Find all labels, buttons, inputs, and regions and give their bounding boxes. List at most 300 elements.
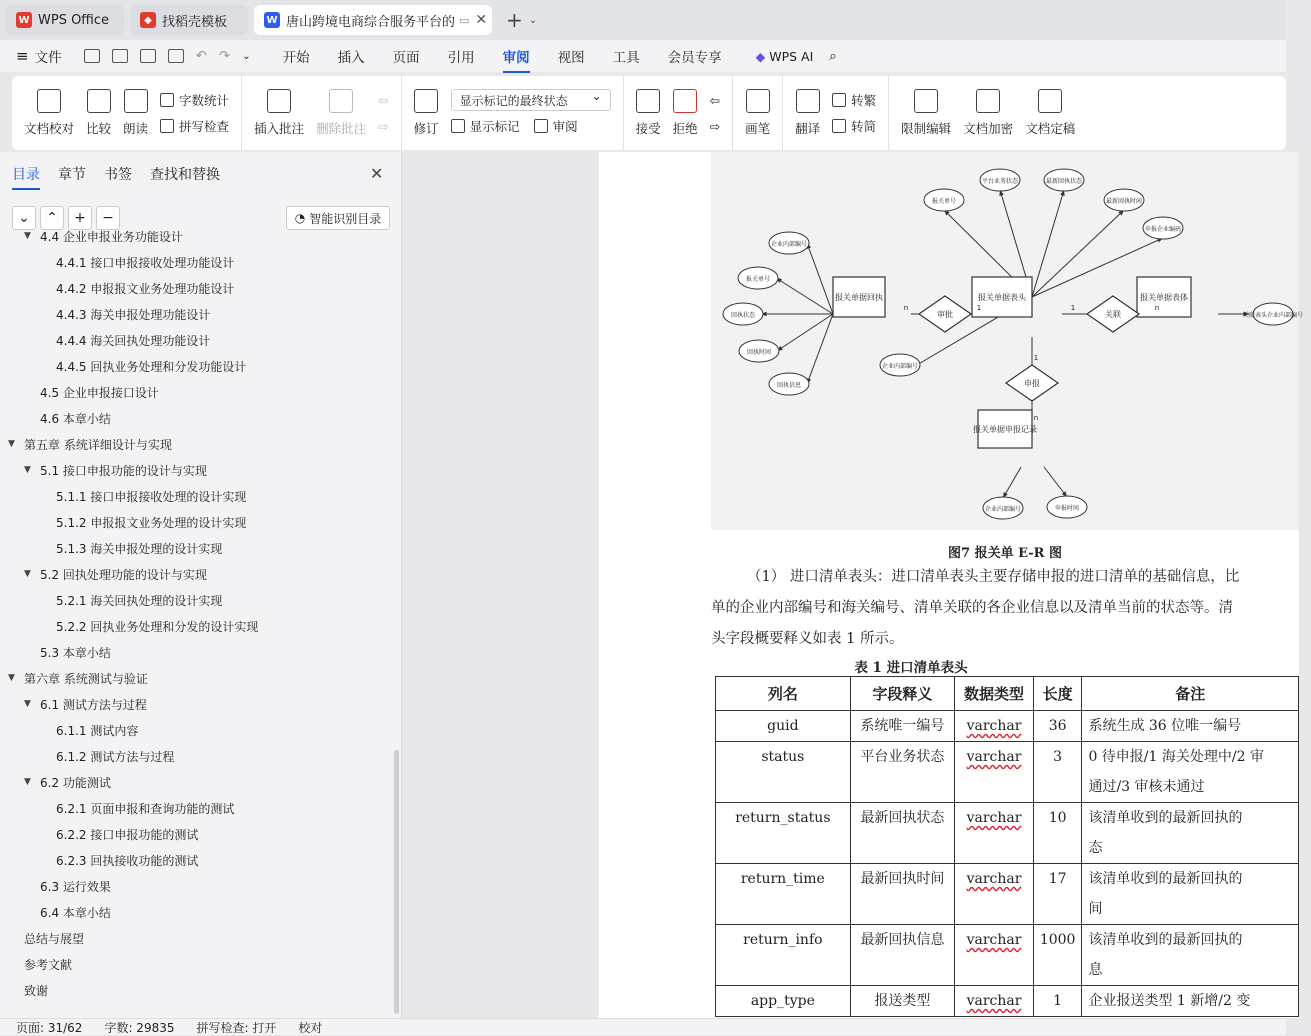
table-cell [850,711,954,742]
translate-button[interactable] [795,89,820,137]
panel-tab-chapters[interactable]: 章节 [58,167,86,183]
redo-icon[interactable]: ↷ [218,48,231,64]
translate-icon [796,89,820,113]
proof-indicator[interactable]: 校对 [298,1020,323,1035]
er-entity-label: 报关单据表体 [1140,293,1188,302]
toc-item[interactable] [8,668,148,688]
col-header: 长度 [1033,677,1082,711]
print-icon[interactable] [140,49,156,63]
toc-item[interactable] [40,824,198,844]
toc-item[interactable] [40,330,210,350]
paragraph-line-2: 单的企业内部编号和海关编号、清单关联的各企业信息以及清单当前的状态等。清 [711,600,1233,616]
read-aloud-icon [124,89,148,113]
toc-item[interactable] [8,434,172,454]
proofing-group [12,76,242,150]
table-cell [716,986,851,1017]
toc-item[interactable] [24,226,183,246]
insert-comment-icon [267,89,291,113]
table-cell [1033,864,1082,925]
prev-comment-icon[interactable]: ⇦ [378,92,389,108]
toc-item-label: 参考文献 [24,957,73,972]
smart-toc-button[interactable] [286,206,390,230]
smart-toc-label: 智能识别目录 [309,211,382,226]
review-pane-button[interactable]: 审阅 [552,119,578,134]
insert-comment-label: 插入批注 [254,121,305,136]
tab-docer-templates[interactable] [130,5,248,35]
menu-tab-reference[interactable]: 引用 [447,50,475,66]
table-cell [850,986,954,1017]
er-attribute-label: 回执信息 [776,382,802,389]
toc-item-label: 5.2.1 海关回执处理的设计实现 [56,593,223,608]
er-cardinality: n [1033,414,1039,422]
toc-item-label: 4.4.4 海关回执处理功能设计 [56,333,211,348]
table-row [716,986,1299,1017]
cell-text: varchar [966,993,1022,1009]
er-cardinality: n [903,304,909,312]
toc-item[interactable] [40,512,246,532]
toc-item-label: 致谢 [24,983,49,998]
save-icon[interactable] [84,49,100,63]
search-icon[interactable]: ⌕ [829,48,837,64]
menu-tab-tools[interactable]: 工具 [612,50,640,66]
menu-tab-member[interactable]: 会员专享 [667,50,722,66]
tab-wps-office[interactable] [6,5,124,35]
toc-item[interactable] [8,954,72,974]
menu-tab-start[interactable]: 开始 [282,50,310,66]
figure-caption: 图7 报关单 E-R 图 [948,546,1062,561]
er-attribute-label: 回执状态 [730,312,756,319]
restrict-edit-button[interactable] [901,89,951,137]
cell-text: app_type [750,993,815,1009]
simplified-icon [832,119,846,133]
toc-item[interactable] [40,486,246,506]
table-cell [850,742,954,803]
er-connector [776,278,833,314]
word-count-indicator[interactable]: 字数: 29835 [104,1020,175,1035]
toc-item[interactable] [8,928,84,948]
toc-item-label: 第六章 系统测试与验证 [24,671,148,686]
toc-item[interactable] [40,720,138,740]
wps-ai-button[interactable] [756,49,814,64]
table-cell [955,986,1034,1017]
cell-line: 态 [1088,840,1103,856]
er-relationship-label: 审批 [937,310,953,319]
cell-text: 3 [1053,749,1063,765]
read-aloud-label: 朗读 [123,121,149,136]
er-entity-label: 报关单据表头 [978,293,1026,302]
wps-ai-label: WPS AI [769,48,814,64]
toc-item[interactable] [40,590,222,610]
cell-line: 该清单收到的最新回执的 [1088,871,1243,887]
collapse-arrow-icon[interactable]: ▼ [24,777,31,787]
chinese-conversion [832,87,876,139]
panel-tabs [12,164,238,184]
chevron-up-icon[interactable]: ⌃ [40,206,64,230]
toc-item-label: 6.2.2 接口申报功能的测试 [56,827,199,842]
cell-line: 息 [1088,962,1103,978]
menu-tab-review[interactable]: 审阅 [503,46,530,66]
col-header: 列名 [716,677,851,711]
spell-check-indicator[interactable]: 拼写检查: 打开 [196,1020,277,1035]
tab-label: 唐山跨境电商综合服务平台的 [286,14,456,30]
er-connector [1032,210,1124,297]
toc-item-label: 6.2 功能测试 [40,775,111,790]
er-connector [807,314,833,384]
spell-check-button[interactable] [160,113,229,139]
track-changes-button[interactable] [414,89,439,137]
toc-item-label: 5.1.3 海关申报处理的设计实现 [56,541,223,556]
spell-check-label: 拼写检查 [179,119,230,134]
document-page [599,152,1304,1018]
toc-item[interactable] [24,382,159,402]
encrypt-icon [976,89,1000,113]
insert-comment-button[interactable] [254,89,304,137]
comment-nav [378,87,388,139]
review-ribbon [12,76,1286,150]
encrypt-button[interactable] [963,89,1013,137]
toc-item-label: 6.1.2 测试方法与过程 [56,749,175,764]
menu-tab-view[interactable]: 视图 [557,50,585,66]
table-cell [716,711,851,742]
word-count-label: 字数统计 [179,93,230,108]
page-indicator[interactable]: 页面: 31/62 [16,1020,83,1035]
close-tab-icon[interactable]: ✕ [475,12,488,28]
ink-button[interactable] [745,89,770,137]
finalize-label: 文档定稿 [1025,121,1076,136]
table-cell [955,925,1034,986]
new-tab-button[interactable]: + [506,8,523,32]
monitor-icon: ▭ [459,13,470,27]
er-attribute-label: 企业内部编号 [984,506,1022,513]
er-relationship-label: 关联 [1105,310,1121,319]
cell-text: 36 [1048,718,1067,734]
toc-item-label: 4.4.5 回执业务处理和分发功能设计 [56,359,247,374]
cell-line: 0 待申报/1 海关处理中/2 审 [1088,749,1264,765]
table-cell [850,864,954,925]
ink-label: 画笔 [745,121,771,136]
hamburger-icon[interactable]: ≡ [16,47,29,65]
collapse-arrow-icon[interactable]: ▼ [24,465,31,475]
toc-scrollbar[interactable] [394,750,399,1014]
table-cell [1082,986,1299,1017]
changes-group [624,76,734,150]
language-group [783,76,889,150]
er-attribute-label: 最新回执状态 [1045,178,1083,185]
panel-tab-find-replace[interactable]: 查找和替换 [150,167,220,183]
cell-line: 系统生成 36 位唯一编号 [1088,718,1242,734]
doc-check-icon [37,89,61,113]
table-caption: 表 1 进口清单表头 [854,660,968,676]
er-attribute-label: 报关单号 [745,276,771,283]
toc-item-label: 5.1 接口申报功能的设计与实现 [40,463,207,478]
panel-tab-toc[interactable]: 目录 [12,164,40,184]
cell-text: varchar [966,810,1022,826]
navigation-panel [0,152,402,1018]
cell-line: 通过/3 审核未通过 [1088,779,1205,795]
markup-controls [451,87,611,139]
import-list-header-table [715,676,1299,1017]
smart-icon: ◔ [294,211,306,225]
cell-line: 该清单收到的最新回执的 [1088,932,1243,948]
col-header: 数据类型 [955,677,1034,711]
er-attribute-label: 企业内部编号 [770,241,808,248]
table-cell [1082,803,1299,864]
accept-button[interactable] [636,89,661,137]
prev-change-icon[interactable]: ⇦ [709,92,721,108]
toc-item[interactable] [24,772,111,792]
er-connector [807,243,833,314]
accept-label: 接受 [635,121,661,136]
toc-item-label: 6.1 测试方法与过程 [40,697,147,712]
writer-doc-icon: W [264,12,280,28]
changes-nav [710,87,720,139]
toc-item[interactable] [8,980,48,1000]
export-icon[interactable] [112,49,128,63]
ink-group [733,76,783,150]
wps-ai-icon: ◆ [755,48,766,64]
toc-item[interactable] [40,746,174,766]
toc-item-label: 6.1.1 测试内容 [56,723,139,738]
cell-text: 最新回执信息 [860,932,945,948]
cell-text: 1000 [1039,932,1076,948]
table-cell [955,742,1034,803]
show-markup-button[interactable]: 显示标记 [469,119,520,134]
to-simplified-label: 转简 [851,119,877,134]
toc-item[interactable] [40,356,246,376]
collapse-arrow-icon[interactable]: ▼ [24,231,31,241]
collapse-arrow-icon[interactable]: ▼ [8,439,15,449]
cell-line: 企业报送类型 1 新增/2 变 [1088,993,1251,1009]
proofing-small-buttons [160,87,229,139]
toc-item[interactable] [24,460,207,480]
collapse-arrow-icon[interactable]: ▼ [8,673,15,683]
translate-label: 翻译 [795,121,821,136]
cell-text: 平台业务状态 [860,749,945,765]
toc-item-label: 5.1.1 接口申报接收处理的设计实现 [56,489,247,504]
er-attribute-label: 企业内部编号 [881,363,919,370]
er-relationship-label: 申报 [1024,379,1040,388]
close-panel-icon[interactable]: ✕ [370,164,384,183]
doc-check-button[interactable] [24,89,74,137]
chevron-down-icon[interactable]: ⌄ [528,14,538,26]
table-cell [716,864,851,925]
table-cell [1082,742,1299,803]
table-cell [716,742,851,803]
cell-text: 1 [1053,993,1063,1009]
cell-text: 报送类型 [874,993,931,1009]
toc-item[interactable] [40,538,222,558]
panel-tab-bookmarks[interactable]: 书签 [104,167,132,183]
toc-item[interactable] [24,564,207,584]
table-cell [716,803,851,864]
table-cell [1082,864,1299,925]
toc-item-label: 4.6 本章小结 [40,411,111,426]
traditional-icon [832,93,846,107]
spell-check-icon [160,119,174,133]
cell-text: 最新回执时间 [860,871,945,887]
compare-icon [87,89,111,113]
to-traditional-button[interactable] [832,87,876,113]
table-cell [1033,986,1082,1017]
protect-group [889,76,1087,150]
toc-item[interactable] [24,876,111,896]
col-header: 字段释义 [850,677,954,711]
delete-comment-label: 删除批注 [316,121,367,136]
cell-text: 10 [1048,810,1067,826]
cell-text: varchar [966,749,1022,765]
word-count-button[interactable] [160,87,229,113]
table-cell [1033,925,1082,986]
paragraph-line-3: 头字段概要释义如表 1 所示。 [711,631,904,647]
lock-icon [914,89,938,113]
er-connector [1032,190,1064,297]
toc-item[interactable] [40,850,198,870]
finalize-icon [1038,89,1062,113]
toc-item-label: 4.5 企业申报接口设计 [40,385,159,400]
toc-item-label: 第五章 系统详细设计与实现 [24,437,172,452]
reject-label: 拒绝 [672,121,698,136]
er-connector [1044,467,1067,497]
table-cell [1033,742,1082,803]
table-row [716,803,1299,864]
next-comment-icon[interactable]: ⇨ [378,118,389,134]
table-header-row [716,677,1299,711]
paragraph-line-1: （1） 进口清单表头：进口清单表头主要存储申报的进口清单的基础信息，比 [747,569,1240,585]
menu-bar [0,40,1286,72]
status-bar [0,1018,1286,1035]
er-attribute-label: 最新回执时间 [1105,198,1143,205]
document-area [403,152,1304,1018]
toc-item-label: 5.3 本章小结 [40,645,111,660]
er-attribute-label: 回执时间 [746,349,772,356]
er-attribute-label: 平台业务状态 [981,178,1019,185]
table-cell [955,711,1034,742]
cell-text: varchar [966,871,1022,887]
toc-item-label: 4.4.2 申报报文业务处理功能设计 [56,281,235,296]
er-cardinality: 1 [1070,304,1076,312]
collapse-arrow-icon[interactable]: ▼ [24,569,31,579]
undo-icon[interactable]: ↶ [195,48,207,64]
review-pane-icon [534,119,548,133]
reject-icon [673,89,697,113]
table-cell [850,803,954,864]
toc-item[interactable] [24,902,111,922]
table-cell [716,925,851,986]
track-changes-label: 修订 [413,121,439,136]
compare-button[interactable] [86,89,111,137]
er-attribute-label: 报关单号 [931,198,957,205]
col-header: 备注 [1082,677,1299,711]
toc-item-label: 5.2.2 回执业务处理和分发的设计实现 [56,619,259,634]
toc-item-label: 6.2.3 回执接收功能的测试 [56,853,199,868]
cell-text: 17 [1048,871,1067,887]
toc-item-label: 5.2 回执处理功能的设计与实现 [40,567,207,582]
comment-group [242,76,402,150]
file-menu[interactable]: 文件 [34,50,62,66]
encrypt-label: 文档加密 [963,121,1014,136]
tab-label: WPS Office [38,12,110,28]
chevron-down-icon[interactable]: ⌄ [12,206,36,230]
table-row [716,742,1299,803]
menu-tab-page[interactable]: 页面 [392,50,420,66]
cell-line: 间 [1088,901,1103,917]
toc-item[interactable] [40,304,210,324]
er-cardinality: 1 [1033,354,1039,362]
toc-item[interactable] [40,252,234,272]
er-attribute-label: 关联表头企业内部编号 [1242,312,1304,319]
next-change-icon[interactable]: ⇨ [709,118,721,134]
doc-check-label: 文档校对 [24,121,75,136]
table-row [716,711,1299,742]
tab-current-document[interactable] [254,5,492,35]
cell-text: varchar [966,718,1022,734]
cell-line: 该清单收到的最新回执的 [1088,810,1243,826]
cell-text: return_info [743,932,823,948]
table-cell [1033,711,1082,742]
toc-item-label: 6.3 运行效果 [40,879,111,894]
toc-item-label: 4.4.3 海关申报处理功能设计 [56,307,211,322]
window-tab-bar [0,0,1286,40]
delete-comment-icon [329,89,353,113]
menu-tab-insert[interactable]: 插入 [337,50,365,66]
tracking-group [402,76,624,150]
toc-item-label: 4.4 企业申报业务功能设计 [40,229,183,244]
plus-icon[interactable]: + [68,206,92,230]
toc-item-label: 6.4 本章小结 [40,905,111,920]
toc-item[interactable] [40,616,258,636]
finalize-button[interactable] [1025,89,1075,137]
toc-item-label: 总结与展望 [24,931,85,946]
tab-label: 找稻壳模板 [162,14,228,30]
collapse-arrow-icon[interactable]: ▼ [24,699,31,709]
chevron-down-icon[interactable]: ⌄ [242,50,251,62]
toc-item[interactable] [40,798,234,818]
er-diagram [711,152,1304,530]
to-simplified-button[interactable] [832,113,876,139]
cell-text: status [761,749,805,765]
toc-item[interactable] [24,408,111,428]
toc-item[interactable] [40,278,234,298]
er-attribute-label: 申报企业编码 [1144,226,1182,233]
print-preview-icon[interactable] [168,49,184,63]
cell-text: 最新回执状态 [860,810,945,826]
wps-logo-icon: W [16,12,32,28]
table-cell [850,925,954,986]
docer-icon: ◆ [140,12,156,28]
cell-text: guid [767,718,799,734]
delete-comment-button[interactable] [316,89,366,137]
cell-text: 系统唯一编号 [860,718,945,734]
minus-icon[interactable]: − [96,206,120,230]
read-aloud-button[interactable] [123,89,148,137]
table-cell [1082,711,1299,742]
er-attribute-label: 申报时间 [1054,505,1080,512]
cell-text: return_status [735,810,831,826]
pen-icon [746,89,770,113]
toc-item[interactable] [24,642,111,662]
accept-icon [636,89,660,113]
compare-label: 比较 [86,121,112,136]
table-cell [1082,925,1299,986]
table-cell [1033,803,1082,864]
er-cardinality: n [1154,304,1160,312]
markup-state-select[interactable]: 显示标记的最终状态 ⌄ [451,89,611,111]
er-entity-label: 报关单据回执 [835,293,883,302]
reject-button[interactable] [673,89,698,137]
er-connector [777,314,833,351]
toc-item[interactable] [24,694,147,714]
toc-list [0,229,394,1018]
